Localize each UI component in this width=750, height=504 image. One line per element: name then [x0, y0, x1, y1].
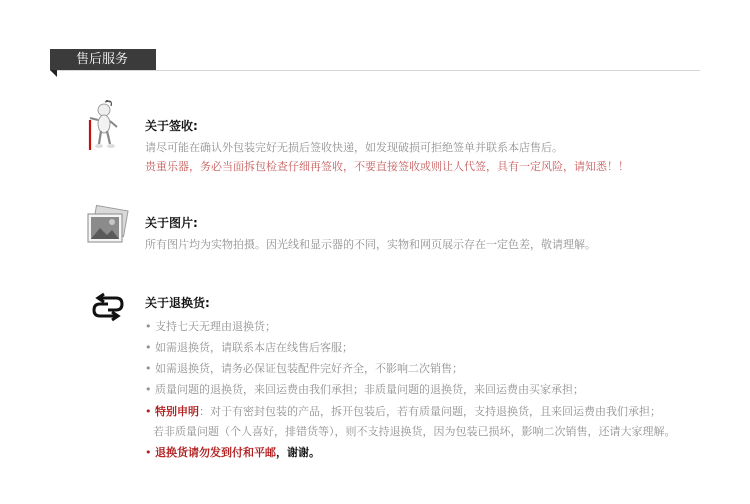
returns-title: 关于退换货:	[145, 296, 210, 310]
bullet-dot: •	[145, 341, 152, 354]
returns-last-line	[145, 444, 320, 460]
sign-title: 关于签收:	[145, 119, 198, 133]
bullet-dot: •	[145, 362, 152, 375]
section-header	[50, 49, 700, 79]
returns-special-line-2	[153, 423, 676, 439]
returns-item-1	[145, 318, 276, 334]
returns-item-4-text: 质量问题的退换货，来回运费由我们承担；非质量问题的退换货，来回运费由买家承担；	[155, 383, 584, 396]
returns-item-4	[145, 381, 584, 397]
header-tab	[50, 49, 156, 70]
bullet-dot: •	[145, 405, 152, 418]
header-title: 售后服务	[76, 52, 129, 67]
header-divider	[50, 70, 700, 71]
bullet-dot: •	[145, 383, 152, 396]
signing-person-icon	[84, 100, 134, 150]
special-label: 特别申明	[155, 405, 199, 418]
sign-line-2: 贵重乐器，务必当面拆包检查仔细再签收，不要直接签收或则让人代签，具有一定风险，请知悉！！	[145, 160, 629, 173]
last-red-text: 退换货请勿发到付和平邮	[155, 446, 276, 459]
images-line-1: 所有图片均为实物拍摄。因光线和显示器的不同，实物和网页展示存在一定色差，敬请理解。	[145, 238, 596, 251]
last-black-text: ，谢谢。	[276, 446, 320, 459]
returns-item-1-text: 支持七天无理由退换货；	[155, 320, 276, 333]
photos-icon	[84, 204, 134, 254]
images-title: 关于图片:	[145, 216, 198, 230]
returns-item-3	[145, 360, 463, 376]
return-exchange-icon	[90, 290, 140, 340]
bullet-dot: •	[145, 320, 152, 333]
returns-special-line-1	[145, 403, 661, 419]
returns-item-2	[145, 339, 353, 355]
sign-line-1: 请尽可能在确认外包装完好无损后签收快递，如发现破损可拒绝签单并联系本店售后。	[145, 141, 563, 154]
returns-item-2-text: 如需退换货，请联系本店在线售后客服；	[155, 341, 353, 354]
special-text-1: ：对于有密封包装的产品，拆开包装后，若有质量问题，支持退换货，且来回运费由我们承担；	[199, 405, 661, 418]
returns-item-3-text: 如需退换货，请务必保证包装配件完好齐全，不影响二次销售；	[155, 362, 463, 375]
special-text-2: 若非质量问题（个人喜好，排错货等），则不支持退换货，因为包装已损坏，影响二次销售，还请大家理解。	[153, 425, 676, 438]
bullet-dot: •	[145, 446, 152, 459]
